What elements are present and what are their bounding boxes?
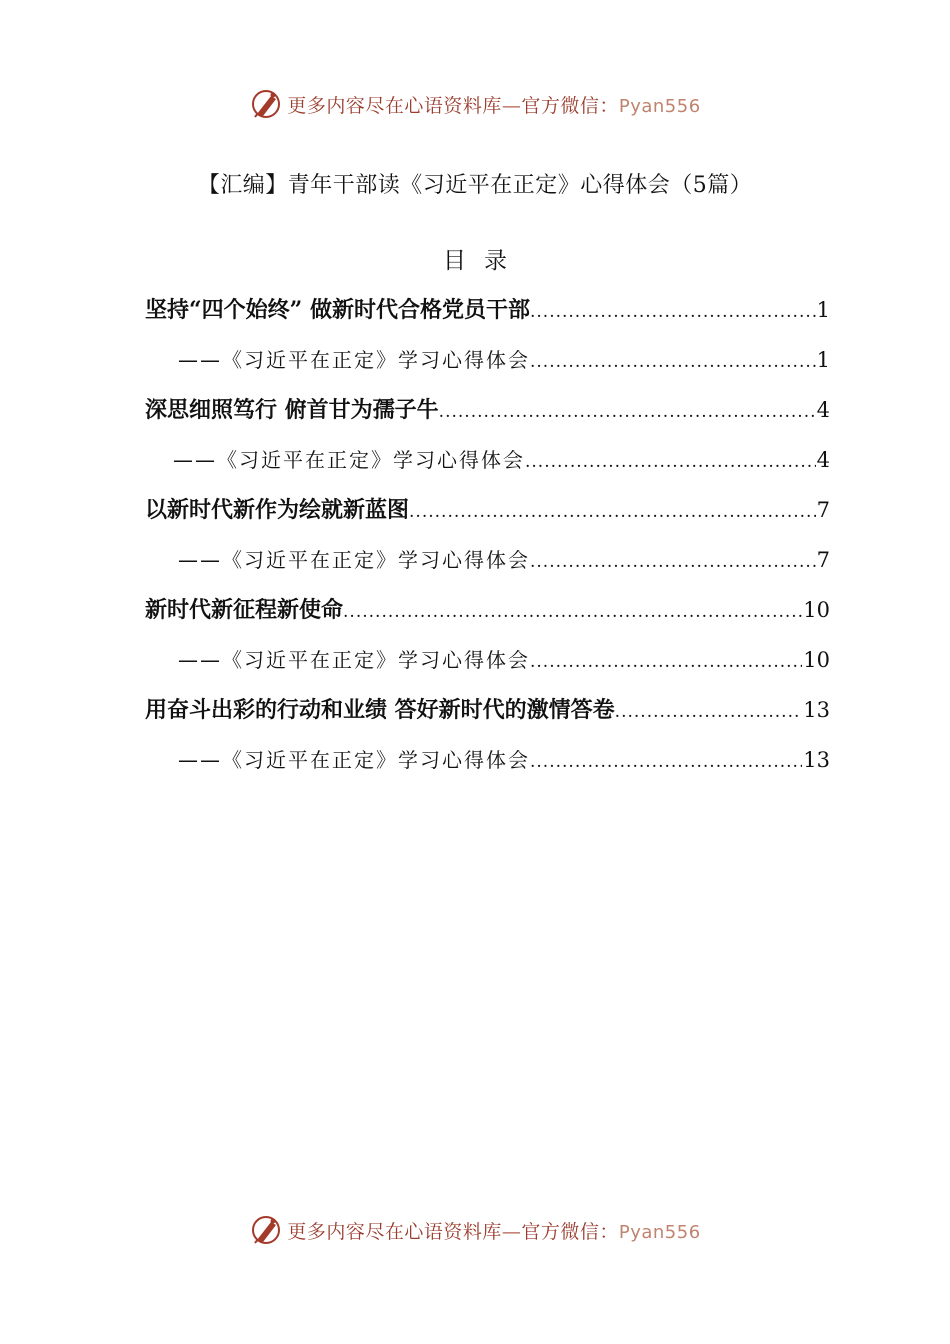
- pen-logo-icon: [249, 1213, 283, 1247]
- banner-text: [287, 1217, 700, 1244]
- toc-entry-label: 用奋斗出彩的行动和业绩 答好新时代的激情答卷: [145, 697, 615, 723]
- toc-entry[interactable]: [145, 692, 830, 742]
- toc-page-number: 10: [803, 648, 830, 672]
- toc-entry[interactable]: [145, 342, 830, 392]
- toc-entry[interactable]: [145, 392, 830, 442]
- toc-leader: [525, 444, 816, 480]
- document-title: 【汇编】青年干部读《习近平在正定》心得体会（5篇）: [197, 173, 753, 198]
- toc-leader: [530, 644, 802, 680]
- table-of-contents: [145, 292, 830, 792]
- toc-entry[interactable]: [145, 492, 830, 542]
- toc-leader: [439, 394, 816, 430]
- toc-entry-label: ——《习近平在正定》学习心得体会: [173, 448, 525, 472]
- banner-main-text: 更多内容尽在心语资料库: [287, 1220, 502, 1243]
- toc-leader: [530, 544, 816, 580]
- toc-entry-label: 坚持“四个始终” 做新时代合格党员干部: [145, 297, 530, 323]
- toc-entry[interactable]: [145, 442, 830, 492]
- toc-entry-label: 以新时代新作为绘就新蓝图: [145, 497, 410, 523]
- banner-wechat-id: Pyan556: [618, 1221, 701, 1243]
- toc-heading: 目录: [443, 248, 525, 274]
- toc-entry[interactable]: [145, 592, 830, 642]
- banner-separator: —: [501, 94, 522, 117]
- toc-entry-label: ——《习近平在正定》学习心得体会: [178, 348, 530, 372]
- toc-leader: [530, 344, 816, 380]
- toc-page-number: 10: [803, 598, 830, 622]
- toc-entry-label: ——《习近平在正定》学习心得体会: [178, 548, 530, 572]
- toc-page-number: 1: [816, 298, 830, 322]
- header-banner: [0, 84, 950, 124]
- banner-main-text: 更多内容尽在心语资料库: [287, 94, 502, 117]
- banner-wechat-label: 官方微信：: [521, 94, 619, 117]
- toc-page-number: 13: [803, 748, 830, 772]
- toc-leader: [409, 494, 816, 530]
- toc-page-number: 7: [816, 498, 830, 522]
- toc-entry-label: ——《习近平在正定》学习心得体会: [178, 648, 530, 672]
- banner-separator: —: [501, 1220, 522, 1243]
- toc-page-number: 7: [816, 548, 830, 572]
- toc-entry[interactable]: [145, 292, 830, 342]
- toc-entry-label: 深思细照笃行 俯首甘为孺子牛: [145, 397, 439, 423]
- toc-page-number: 13: [803, 698, 830, 722]
- toc-entry[interactable]: [145, 642, 830, 692]
- toc-page-number: 1: [816, 348, 830, 372]
- toc-entry-label: 新时代新征程新使命: [145, 597, 344, 623]
- toc-entry[interactable]: [145, 742, 830, 792]
- toc-page-number: 4: [816, 398, 830, 422]
- toc-page-number: 4: [816, 448, 830, 472]
- banner-wechat-id: Pyan556: [618, 95, 701, 117]
- footer-banner: [0, 1210, 950, 1250]
- toc-entry-label: ——《习近平在正定》学习心得体会: [178, 748, 530, 772]
- banner-text: [287, 91, 700, 118]
- banner-wechat-label: 官方微信：: [521, 1220, 619, 1243]
- toc-leader: [615, 694, 803, 730]
- pen-logo-icon: [249, 87, 283, 121]
- toc-leader: [343, 594, 802, 630]
- toc-leader: [530, 744, 802, 780]
- toc-entry[interactable]: [145, 542, 830, 592]
- toc-leader: [530, 294, 816, 330]
